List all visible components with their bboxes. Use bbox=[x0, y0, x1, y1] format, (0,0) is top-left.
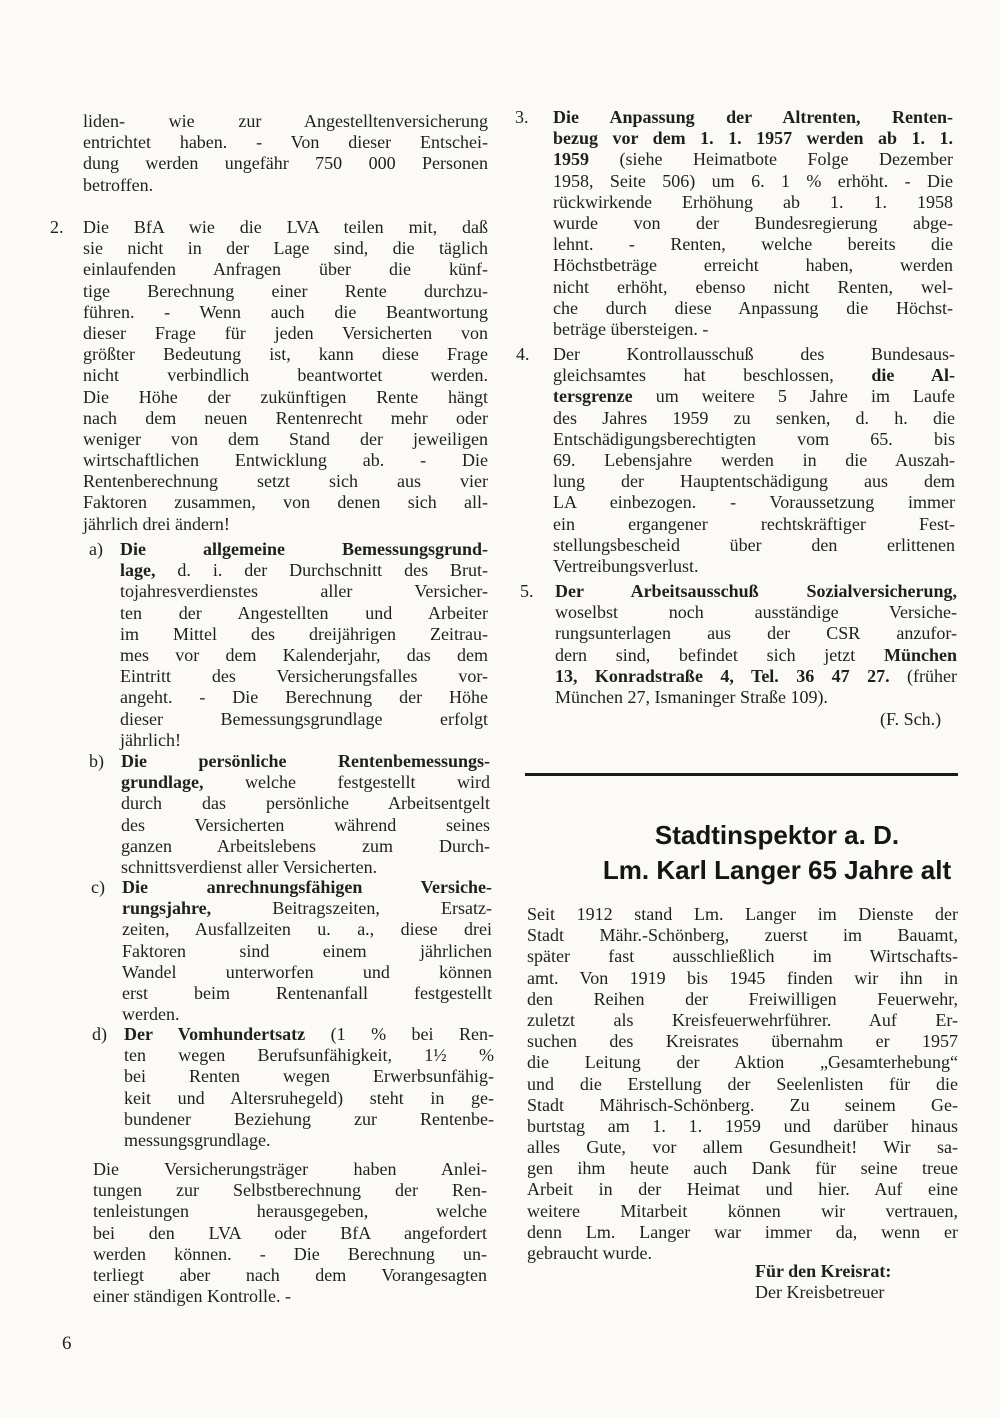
text: Entschädigungsberechtigten vom 65. bis bbox=[553, 428, 955, 449]
text-line bbox=[553, 128, 953, 149]
text: gen ihm heute auch Dank für seine treue bbox=[527, 1158, 958, 1179]
bold-text: rungsjahre, bbox=[122, 898, 212, 919]
text-line bbox=[553, 556, 955, 577]
text-line bbox=[124, 1066, 494, 1087]
text: durch das persönliche Arbeitsentgelt bbox=[121, 793, 490, 814]
text-line bbox=[120, 730, 488, 751]
bold-text: lage, bbox=[120, 560, 156, 581]
text-line bbox=[555, 687, 957, 708]
text: tojahresverdienstes aller Versicher- bbox=[120, 581, 488, 602]
bold-text: Die Anpassung der Altrenten, Renten- bbox=[553, 107, 953, 127]
text: gebraucht wurde. bbox=[527, 1243, 652, 1263]
text-line bbox=[553, 492, 955, 513]
item-number: 4. bbox=[516, 344, 530, 364]
text: gleichsamtes hat beschlossen, bbox=[553, 365, 872, 386]
sub-item-a bbox=[120, 539, 488, 751]
text: im Mittel des dreijährigen Zeitrau- bbox=[120, 623, 488, 644]
bold-text: Die anrechnungsfähigen Versiche- bbox=[122, 877, 492, 897]
text-line bbox=[553, 535, 955, 556]
text-line bbox=[553, 429, 955, 450]
text-line bbox=[553, 319, 953, 340]
intro-paragraph bbox=[83, 111, 488, 196]
text: Stadt Mährisch-Schönberg. Zu seinem Ge- bbox=[527, 1094, 958, 1115]
text-line bbox=[527, 1137, 958, 1158]
bold-text: bezug vor dem 1. 1. 1957 werden ab 1. 1. bbox=[553, 128, 953, 149]
item-number: 5. bbox=[520, 581, 534, 601]
text-line bbox=[553, 149, 953, 170]
text: Faktoren zusammen, von denen sich all- bbox=[83, 492, 488, 513]
text-line bbox=[124, 1130, 494, 1151]
text: denn Lm. Langer war immer da, wenn er bbox=[527, 1221, 958, 1242]
text-line bbox=[555, 645, 957, 666]
text: d. i. der Durchschnitt des Brut- bbox=[155, 560, 488, 581]
text: lehnt. - Renten, welche bereits die bbox=[553, 234, 953, 255]
text-line bbox=[120, 581, 488, 602]
text-line bbox=[83, 450, 488, 471]
text-line bbox=[527, 925, 958, 946]
text-line bbox=[120, 560, 488, 581]
text: betroffen. bbox=[83, 174, 154, 195]
text-line bbox=[527, 1052, 958, 1073]
text-line bbox=[83, 153, 488, 174]
text: 1958, Seite 506) um 6. 1 % erhöht. - Die bbox=[553, 170, 953, 191]
text-line bbox=[83, 281, 488, 302]
text-line bbox=[527, 1179, 958, 1200]
text: München 27, Ismaninger Straße 109). bbox=[555, 686, 828, 707]
text: (1 % bei Ren- bbox=[305, 1024, 495, 1044]
text-line bbox=[120, 666, 488, 687]
text-line bbox=[527, 1243, 958, 1264]
page-number: 6 bbox=[62, 1333, 72, 1354]
text-line bbox=[120, 709, 488, 730]
text-line bbox=[93, 1286, 487, 1307]
text: Faktoren sind einem jährlichen bbox=[122, 940, 492, 961]
text: bei Renten wegen Erwerbsunfähig- bbox=[124, 1066, 494, 1087]
text: (siehe Heimatbote Folge Dezember bbox=[589, 149, 953, 170]
text-line bbox=[527, 904, 958, 925]
text-line bbox=[83, 259, 488, 280]
text-line bbox=[527, 1222, 958, 1243]
text-line bbox=[553, 234, 953, 255]
text-line bbox=[553, 277, 953, 298]
bold-text: München bbox=[883, 644, 957, 665]
text: werden können. - Die Berechnung un- bbox=[93, 1243, 487, 1264]
text-line bbox=[553, 514, 955, 535]
text: rungsunterlagen aus der CSR anzufor- bbox=[555, 623, 957, 644]
text: stellungsbescheid über den erlittenen bbox=[553, 534, 955, 555]
bold-text: 13, Konradstraße 4, Tel. 36 47 27. bbox=[555, 665, 890, 686]
text-line bbox=[553, 408, 955, 429]
text: um weitere 5 Jahre im Laufe bbox=[632, 386, 955, 407]
text: wurde von der Bundesregierung abge- bbox=[553, 212, 953, 233]
text-line bbox=[83, 302, 488, 323]
sub-item-d bbox=[124, 1024, 494, 1151]
text-line bbox=[553, 213, 953, 234]
text: Beitragszeiten, Ersatz- bbox=[211, 898, 492, 919]
text-line bbox=[122, 941, 492, 962]
bold-text: Die allgemeine Bemessungsgrund- bbox=[120, 539, 488, 559]
text-line bbox=[120, 645, 488, 666]
text: (früher bbox=[889, 665, 957, 686]
text: werden. bbox=[122, 1004, 180, 1025]
text-line bbox=[83, 471, 488, 492]
author-initials: (F. Sch.) bbox=[880, 709, 942, 729]
bold-text: 1959 bbox=[553, 149, 589, 170]
text: liden- wie zur Angestelltenversicherung bbox=[83, 111, 488, 131]
sub-item-label: c) bbox=[91, 877, 105, 897]
text-line bbox=[527, 1158, 958, 1179]
text-line bbox=[83, 387, 488, 408]
text-line bbox=[555, 666, 957, 687]
bold-text: Der Arbeitsausschuß Sozialversicherung, bbox=[555, 581, 957, 601]
text: mes vor dem Kalenderjahr, das dem bbox=[120, 644, 488, 665]
text: LA einbezogen. - Voraussetzung immer bbox=[553, 492, 955, 513]
text-line bbox=[122, 962, 492, 983]
sub-item-label: d) bbox=[92, 1024, 107, 1044]
text-line bbox=[122, 919, 492, 940]
text-line bbox=[553, 255, 953, 276]
text: entrichtet haben. - Von dieser Entschei- bbox=[83, 132, 488, 153]
text: keit und Altersruhegeld) steht in ge- bbox=[124, 1087, 494, 1108]
text: weniger von dem Stand der jeweiligen bbox=[83, 428, 488, 449]
text: Höchstbeträge erreicht haben, werden bbox=[553, 255, 953, 276]
text: rückwirkende Erhöhung ab 1. 1. 1958 bbox=[553, 191, 953, 212]
text-line bbox=[555, 623, 957, 644]
text-line bbox=[83, 217, 488, 238]
text-line bbox=[120, 687, 488, 708]
text: Wandel unterworfen und können bbox=[122, 961, 492, 982]
text: einlaufenden Anfragen über die künf- bbox=[83, 259, 488, 280]
text: erst beim Rentenanfall festgestellt bbox=[122, 982, 492, 1003]
item-5-paragraph bbox=[555, 581, 957, 708]
text: ten wegen Berufsunfähigkeit, 1½ % bbox=[124, 1045, 494, 1066]
text-line bbox=[527, 946, 958, 967]
text: des Jahres 1959 zu senken, d. h. die bbox=[553, 407, 955, 428]
text: Seit 1912 stand Lm. Langer im Dienste der bbox=[527, 904, 958, 924]
text-line bbox=[553, 365, 955, 386]
text: tenleistungen herausgegeben, welche bbox=[93, 1201, 487, 1222]
text-line bbox=[121, 836, 490, 857]
text: einer ständigen Kontrolle. - bbox=[93, 1286, 291, 1307]
text-line bbox=[527, 989, 958, 1010]
text-line bbox=[93, 1201, 487, 1222]
text: che durch diese Anpassung die Höchst- bbox=[553, 297, 953, 318]
text: suchen des Kreisrates übernahm er 1957 bbox=[527, 1031, 958, 1052]
bold-text: Die persönliche Rentenbemessungs- bbox=[121, 751, 490, 771]
text: dung werden ungefähr 750 000 Personen bbox=[83, 153, 488, 174]
text: Vertreibungsverlust. bbox=[553, 555, 699, 576]
bold-text: tersgrenze bbox=[553, 386, 633, 407]
text-line bbox=[527, 1095, 958, 1116]
text: dern sind, befindet sich jetzt bbox=[555, 644, 884, 665]
text: des Versicherten während seines bbox=[121, 814, 490, 835]
sub-item-b bbox=[121, 751, 490, 878]
text-line bbox=[553, 171, 953, 192]
text: lung der Hauptentschädigung aus dem bbox=[553, 471, 955, 492]
text: Der Kontrollausschuß des Bundesaus- bbox=[553, 344, 955, 364]
text-line bbox=[83, 111, 488, 132]
text-line bbox=[124, 1088, 494, 1109]
text-line bbox=[553, 192, 953, 213]
text-line bbox=[83, 175, 488, 196]
text: den Reihen der Freiwilligen Feuerwehr, bbox=[527, 988, 958, 1009]
text-line bbox=[121, 815, 490, 836]
text-line bbox=[122, 877, 492, 898]
text-line bbox=[121, 793, 490, 814]
bold-text: grundlage, bbox=[121, 772, 204, 793]
text-line bbox=[553, 107, 953, 128]
item-2-paragraph bbox=[83, 217, 488, 535]
text: die Leitung der Aktion „Gesamterhebung“ bbox=[527, 1052, 958, 1073]
text: und die Erstellung der Seelenlisten für die bbox=[527, 1073, 958, 1094]
text: bundener Beziehung zur Rentenbe- bbox=[124, 1108, 494, 1129]
text-line bbox=[527, 1201, 958, 1222]
signature-line-1: Für den Kreisrat: bbox=[755, 1261, 892, 1281]
bold-text: die Al- bbox=[871, 365, 955, 386]
text-line bbox=[120, 539, 488, 560]
text: messungsgrundlage. bbox=[124, 1129, 271, 1150]
text-line bbox=[122, 983, 492, 1004]
text-line bbox=[93, 1180, 487, 1201]
text-line bbox=[124, 1045, 494, 1066]
text: ganzen Arbeitslebens zum Durch- bbox=[121, 835, 490, 856]
signature-line-2: Der Kreisbetreuer bbox=[755, 1282, 885, 1302]
text-line bbox=[527, 1074, 958, 1095]
text-line bbox=[120, 624, 488, 645]
text: Rentenberechnung setzt sich aus vier bbox=[83, 471, 488, 492]
text: woselbst noch ausständige Versiche- bbox=[555, 602, 957, 623]
text-line bbox=[124, 1109, 494, 1130]
text-line bbox=[120, 603, 488, 624]
text-line bbox=[83, 344, 488, 365]
text: wirtschaftlichen Entwicklung ab. - Die bbox=[83, 450, 488, 471]
text-line bbox=[553, 344, 955, 365]
text: welche festgestellt wird bbox=[203, 772, 490, 793]
item-number: 2. bbox=[50, 217, 64, 237]
text: Eintritt des Versicherungsfalles vor- bbox=[120, 666, 488, 687]
text-line bbox=[83, 408, 488, 429]
text: jährlich! bbox=[120, 729, 181, 750]
text-line bbox=[527, 1010, 958, 1031]
text: Arbeit in der Heimat und hier. Auf eine bbox=[527, 1179, 958, 1200]
text: jährlich drei ändern! bbox=[83, 513, 230, 534]
text: angeht. - Die Berechnung der Höhe bbox=[120, 687, 488, 708]
text-line bbox=[122, 898, 492, 919]
text-line bbox=[93, 1244, 487, 1265]
bold-text: Der Vomhundertsatz bbox=[124, 1024, 306, 1044]
text-line bbox=[527, 1116, 958, 1137]
text: weitere Mitarbeit können wir vertrauen, bbox=[527, 1200, 958, 1221]
text: Die Höhe der zukünftigen Rente hängt bbox=[83, 386, 488, 407]
sub-item-label: b) bbox=[89, 751, 104, 771]
text-line bbox=[121, 772, 490, 793]
closing-paragraph bbox=[93, 1159, 487, 1307]
item-3-paragraph bbox=[553, 107, 953, 340]
text-line bbox=[93, 1265, 487, 1286]
text: bei den LVA oder BfA angefordert bbox=[93, 1222, 487, 1243]
item-4-paragraph bbox=[553, 344, 955, 577]
text: ein ergangener rechtskräftiger Fest- bbox=[553, 513, 955, 534]
text-line bbox=[83, 238, 488, 259]
text-line bbox=[83, 492, 488, 513]
section-divider bbox=[525, 773, 958, 776]
text: größter Bedeutung ist, kann diese Frage bbox=[83, 344, 488, 365]
text-line bbox=[121, 857, 490, 878]
text: amt. Von 1919 bis 1945 finden wir ihn in bbox=[527, 967, 958, 988]
text-line bbox=[83, 514, 488, 535]
text-line bbox=[527, 968, 958, 989]
text: terliegt aber nach dem Vorangesagten bbox=[93, 1264, 487, 1285]
text: Stadt Mähr.-Schönberg, zuerst im Bauamt, bbox=[527, 925, 958, 946]
text: führen. - Wenn auch die Beantwortung bbox=[83, 301, 488, 322]
sub-item-label: a) bbox=[89, 539, 103, 559]
text: Die BfA wie die LVA teilen mit, daß bbox=[83, 217, 488, 237]
text: Die Versicherungsträger haben Anlei- bbox=[93, 1159, 487, 1179]
text: burtstag am 1. 1. 1959 und darüber hinaus bbox=[527, 1115, 958, 1136]
text: später fast ausschließlich im Wirtschafts- bbox=[527, 946, 958, 967]
text: dieser Frage für jeden Versicherten von bbox=[83, 322, 488, 343]
text: zeiten, Ausfallzeiten u. a., diese drei bbox=[122, 919, 492, 940]
item-number: 3. bbox=[515, 107, 529, 127]
text: nicht verbindlich beantwortet werden. bbox=[83, 365, 488, 386]
article-headline-1: Stadtinspektor a. D. bbox=[654, 820, 900, 850]
text: beträge übersteigen. - bbox=[553, 318, 709, 339]
text-line bbox=[553, 471, 955, 492]
text: nicht erhöht, ebenso nicht Renten, wel- bbox=[553, 276, 953, 297]
text: sie nicht in der Lage sind, die täglich bbox=[83, 238, 488, 259]
text: dieser Bemessungsgrundlage erfolgt bbox=[120, 708, 488, 729]
text: alles Gute, vor allem Gesundheit! Wir sa- bbox=[527, 1137, 958, 1158]
sub-item-c bbox=[122, 877, 492, 1025]
text-line bbox=[122, 1004, 492, 1025]
text-line bbox=[555, 602, 957, 623]
text: ten der Angestellten und Arbeiter bbox=[120, 602, 488, 623]
text-line bbox=[553, 450, 955, 471]
text-line bbox=[121, 751, 490, 772]
text-line bbox=[553, 386, 955, 407]
text-line bbox=[83, 132, 488, 153]
text-line bbox=[553, 298, 953, 319]
text: zuletzt als Kreisfeuerwehrführer. Auf Er- bbox=[527, 1009, 958, 1030]
text: schnittsverdienst aller Versicherten. bbox=[121, 856, 378, 877]
text: tige Berechnung einer Rente durchzu- bbox=[83, 280, 488, 301]
text-line bbox=[83, 365, 488, 386]
text-line bbox=[124, 1024, 494, 1045]
text: tungen zur Selbstberechnung der Ren- bbox=[93, 1180, 487, 1201]
text: nach dem neuen Rentenrecht mehr oder bbox=[83, 407, 488, 428]
text-line bbox=[83, 429, 488, 450]
article-headline-2: Lm. Karl Langer 65 Jahre alt bbox=[602, 855, 952, 885]
text: 69. Lebensjahre werden in die Auszah- bbox=[553, 449, 955, 470]
text-line bbox=[555, 581, 957, 602]
text-line bbox=[83, 323, 488, 344]
text-line bbox=[93, 1223, 487, 1244]
text-line bbox=[93, 1159, 487, 1180]
article-body bbox=[527, 904, 958, 1264]
text-line bbox=[527, 1031, 958, 1052]
